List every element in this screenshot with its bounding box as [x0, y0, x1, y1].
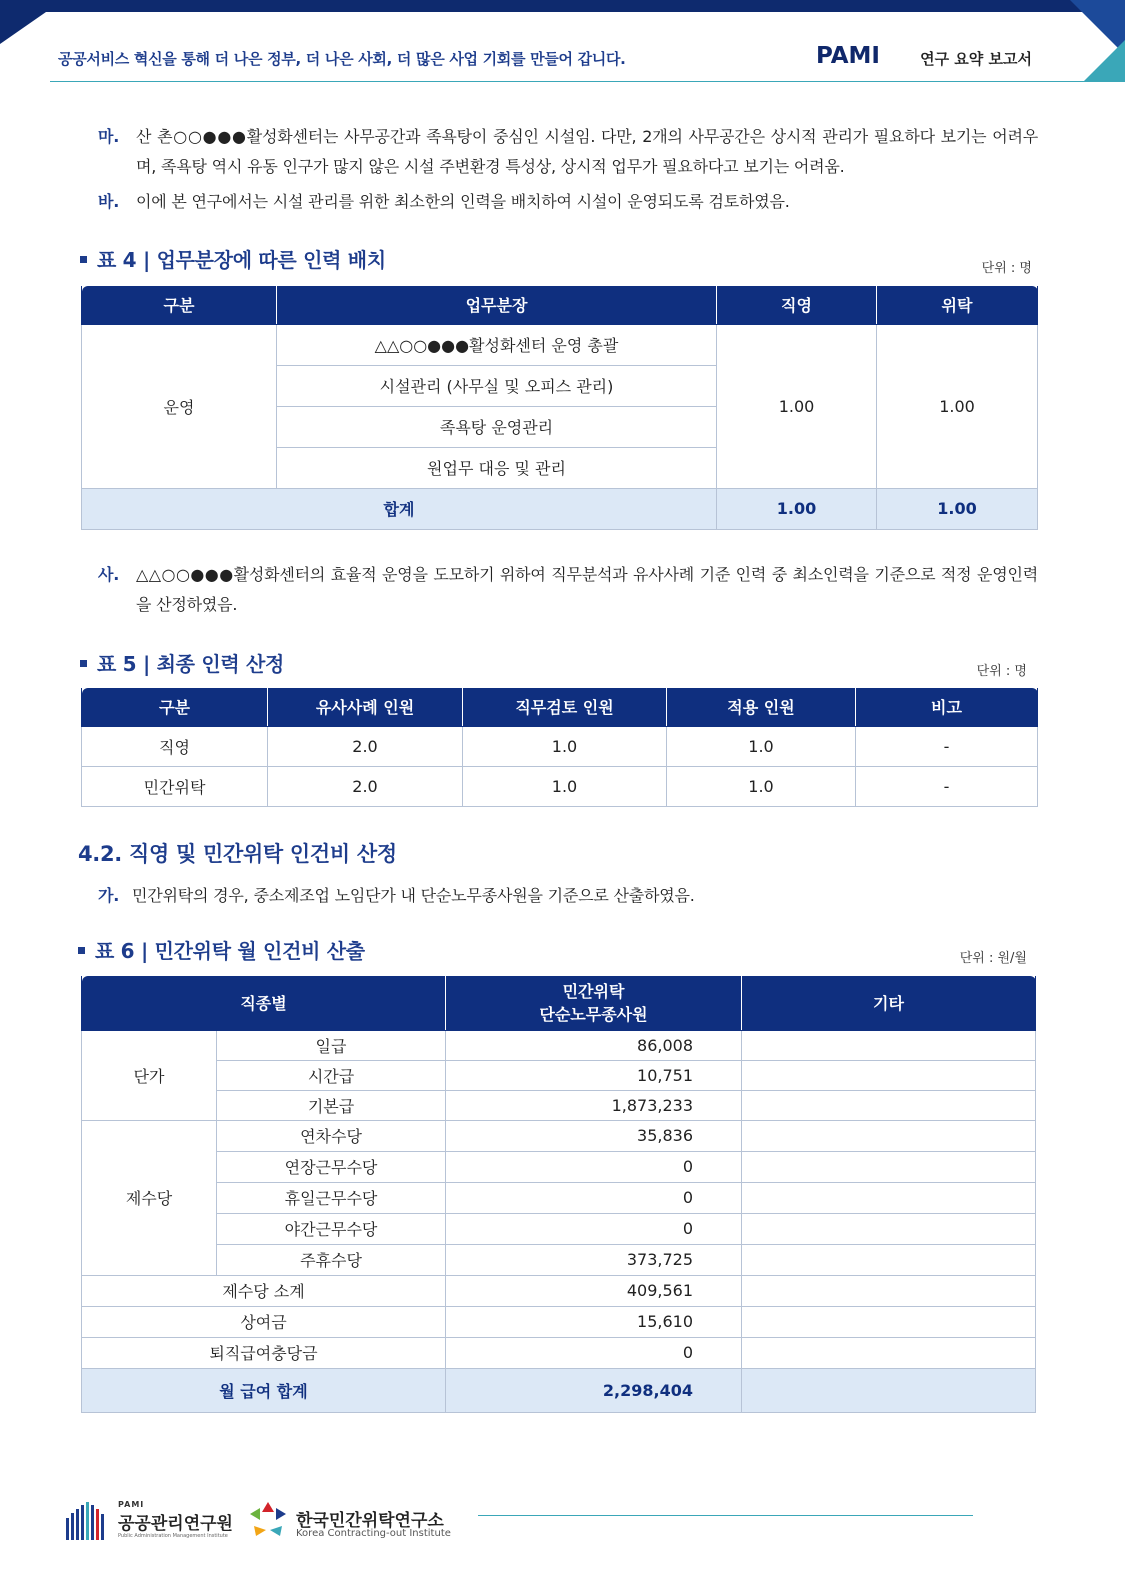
table6-etc-cell: [742, 1368, 1036, 1412]
table5-caption: [80, 648, 284, 677]
table6-header-line: 민간위탁: [562, 981, 625, 1001]
paragraph-marker: 가.: [98, 886, 120, 905]
table6-item-cell: 시간급: [217, 1060, 446, 1090]
pami-logo-english: Public Administration Management Institute: [118, 1533, 228, 1539]
paragraph-ba: [98, 187, 1038, 217]
table6-etc-cell: [742, 1151, 1036, 1182]
table4-group-cell: 운영: [82, 324, 277, 488]
table6-etc-cell: [742, 1244, 1036, 1275]
table5-header-row: [82, 688, 1038, 726]
table4-caption: [80, 244, 386, 273]
table4-header-row: [82, 286, 1038, 324]
table5-cell: -: [856, 726, 1038, 766]
header-slogan: 공공서비스 혁신을 통해 더 나은 정부, 더 나은 사회, 더 많은 사업 기회를 만들어 갑니다.: [58, 50, 626, 68]
kci-logo-english: Korea Contracting-out Institute: [296, 1528, 451, 1539]
table6-total-row: [82, 1368, 1036, 1412]
table4-header-cell: 업무분장: [277, 286, 717, 324]
table5-cell: 1.0: [667, 726, 856, 766]
table6-value-cell: 0: [446, 1337, 742, 1368]
top-left-corner-decoration: [0, 12, 46, 44]
table6-value-cell: 15,610: [446, 1306, 742, 1337]
table6-value-cell: 0: [446, 1182, 742, 1213]
paragraph-marker: 바.: [98, 192, 120, 211]
kci-logo-name: 한국민간위탁연구소: [296, 1511, 444, 1531]
table6-unit: 단위 : 원/월: [959, 951, 1027, 966]
table6-item-cell: 상여금: [82, 1306, 446, 1337]
pami-logo-small-text: PAMI: [118, 1500, 145, 1509]
table6-item-cell: 기본급: [217, 1090, 446, 1120]
kci-logo: [246, 1498, 451, 1544]
table4: [81, 286, 1038, 530]
table5-cell: 민간위탁: [82, 766, 268, 806]
pami-logo: [66, 1500, 241, 1544]
table-row: [82, 766, 1038, 806]
table6-etc-cell: [742, 1337, 1036, 1368]
table5-cell: 2.0: [268, 766, 463, 806]
table6-item-cell: 일급: [217, 1030, 446, 1060]
section-title: 4.2. 직영 및 민간위탁 인건비 산정: [78, 842, 397, 866]
caption-bullet-icon: [78, 947, 85, 954]
table6-item-cell: 야간근무수당: [217, 1213, 446, 1244]
table6-etc-cell: [742, 1182, 1036, 1213]
kci-pinwheel-icon: [246, 1500, 290, 1540]
table6-group-cell: 제수당: [82, 1120, 217, 1275]
paragraph-text: 산 촌○○●●●활성화센터는 사무공간과 족욕탕이 중심인 시설임. 다만, 2개의 사무공간은 상시적 관리가 필요하다 보기는 어려우며, 족욕탕 역시 유동 인구가 많지 않은 시설 주변환경 특성상, 상시적 업무가 필요하다고 보기는 어려움.: [136, 127, 1038, 176]
header-report-title: 연구 요약 보고서: [920, 50, 1032, 68]
table4-total-consign: 1.00: [877, 488, 1038, 529]
table4-duty-cell: △△○○●●●활성화센터 운영 총괄: [277, 324, 717, 365]
table5-header-cell: 구분: [82, 688, 268, 726]
table-row: [82, 1182, 1036, 1213]
table4-unit: 단위 : 명: [981, 261, 1032, 276]
table5-header-cell: 적용 인원: [667, 688, 856, 726]
table6-header-line: 단순노무종사원: [539, 1004, 648, 1024]
top-band: [0, 0, 1125, 12]
table5-header-cell: 유사사례 인원: [268, 688, 463, 726]
footer-divider: [478, 1515, 973, 1516]
table6-item-cell: 퇴직급여충당금: [82, 1337, 446, 1368]
pami-logo-name: 공공관리연구원: [118, 1514, 233, 1534]
table6-total-label: 월 급여 합계: [82, 1368, 446, 1412]
table6-value-cell: 0: [446, 1151, 742, 1182]
table6-value-cell: 409,561: [446, 1275, 742, 1306]
table6-etc-cell: [742, 1275, 1036, 1306]
table6-group-cell: 단가: [82, 1030, 217, 1120]
pami-bars-icon: [66, 1502, 108, 1540]
paragraph-sa: [98, 560, 1038, 620]
table6-value-cell: 1,873,233: [446, 1090, 742, 1120]
table6-item-cell: 제수당 소계: [82, 1275, 446, 1306]
table6-value-cell: 373,725: [446, 1244, 742, 1275]
table6-etc-cell: [742, 1090, 1036, 1120]
table4-direct-cell: 1.00: [717, 324, 877, 488]
table6-header-row: [82, 976, 1036, 1030]
table4-caption-text: 표 4 | 업무분장에 따른 인력 배치: [97, 248, 386, 272]
table6-value-cell: 10,751: [446, 1060, 742, 1090]
table6-item-cell: 연차수당: [217, 1120, 446, 1151]
table6: [81, 976, 1036, 1413]
table-row: [82, 1306, 1036, 1337]
table5-cell: 2.0: [268, 726, 463, 766]
table6-item-cell: 연장근무수당: [217, 1151, 446, 1182]
table4-duty-cell: 원업무 대응 및 관리: [277, 447, 717, 488]
table5-header-cell: 직무검토 인원: [463, 688, 667, 726]
table4-header-cell: 구분: [82, 286, 277, 324]
table4-total-direct: 1.00: [717, 488, 877, 529]
paragraph-marker: 마.: [98, 127, 120, 146]
paragraph-text: 이에 본 연구에서는 시설 관리를 위한 최소한의 인력을 배치하여 시설이 운영되도록 검토하였음.: [136, 192, 790, 211]
paragraph-text: △△○○●●●활성화센터의 효율적 운영을 도모하기 위하여 직무분석과 유사사례 기준 인력 중 최소인력을 기준으로 적정 운영인력을 산정하였음.: [136, 565, 1038, 614]
table6-etc-cell: [742, 1030, 1036, 1060]
table5-cell: 1.0: [463, 726, 667, 766]
table6-value-cell: 35,836: [446, 1120, 742, 1151]
table6-header-cell: 기타: [742, 976, 1036, 1030]
table6-item-cell: 휴일근무수당: [217, 1182, 446, 1213]
table-row: [82, 1151, 1036, 1182]
top-right-teal-decoration: [1083, 40, 1125, 82]
table-row: [82, 324, 1038, 365]
table5-header-cell: 비고: [856, 688, 1038, 726]
table5-cell: 1.0: [463, 766, 667, 806]
page-header: [50, 42, 1040, 78]
table6-item-cell: 주휴수당: [217, 1244, 446, 1275]
table4-duty-cell: 족욕탕 운영관리: [277, 406, 717, 447]
table5: [81, 688, 1038, 807]
table-row: [82, 1090, 1036, 1120]
table5-cell: 직영: [82, 726, 268, 766]
table-row: [82, 1275, 1036, 1306]
table5-caption-text: 표 5 | 최종 인력 산정: [97, 652, 285, 676]
table6-etc-cell: [742, 1306, 1036, 1337]
table4-header-cell: 직영: [717, 286, 877, 324]
table4-total-label: 합계: [82, 488, 717, 529]
paragraph-marker: 사.: [98, 565, 120, 584]
table4-consign-cell: 1.00: [877, 324, 1038, 488]
table6-value-cell: 86,008: [446, 1030, 742, 1060]
table5-cell: -: [856, 766, 1038, 806]
table-row: [82, 1337, 1036, 1368]
paragraph-text: 민간위탁의 경우, 중소제조업 노임단가 내 단순노무종사원을 기준으로 산출하였음.: [132, 886, 695, 905]
table-row: [82, 1213, 1036, 1244]
table5-cell: 1.0: [667, 766, 856, 806]
table6-total-value: 2,298,404: [446, 1368, 742, 1412]
table-row: [82, 1030, 1036, 1060]
table-row: [82, 726, 1038, 766]
table6-etc-cell: [742, 1213, 1036, 1244]
table6-header-cell: [446, 976, 742, 1030]
table6-etc-cell: [742, 1120, 1036, 1151]
table6-header-cell: 직종별: [82, 976, 446, 1030]
paragraph-ga: [98, 881, 1038, 911]
table4-header-cell: 위탁: [877, 286, 1038, 324]
table-row: [82, 1120, 1036, 1151]
table4-duty-cell: 시설관리 (사무실 및 오피스 관리): [277, 365, 717, 406]
table-row: [82, 1060, 1036, 1090]
caption-bullet-icon: [80, 660, 87, 667]
table5-unit: 단위 : 명: [976, 664, 1027, 679]
table6-caption: [78, 935, 365, 964]
header-brand: PAMI: [816, 43, 880, 69]
caption-bullet-icon: [80, 256, 87, 263]
table6-caption-text: 표 6 | 민간위탁 월 인건비 산출: [95, 939, 365, 963]
header-divider: [50, 81, 1090, 82]
paragraph-ma: [98, 122, 1038, 182]
table6-value-cell: 0: [446, 1213, 742, 1244]
table-row: [82, 1244, 1036, 1275]
table4-total-row: [82, 488, 1038, 529]
table6-etc-cell: [742, 1060, 1036, 1090]
